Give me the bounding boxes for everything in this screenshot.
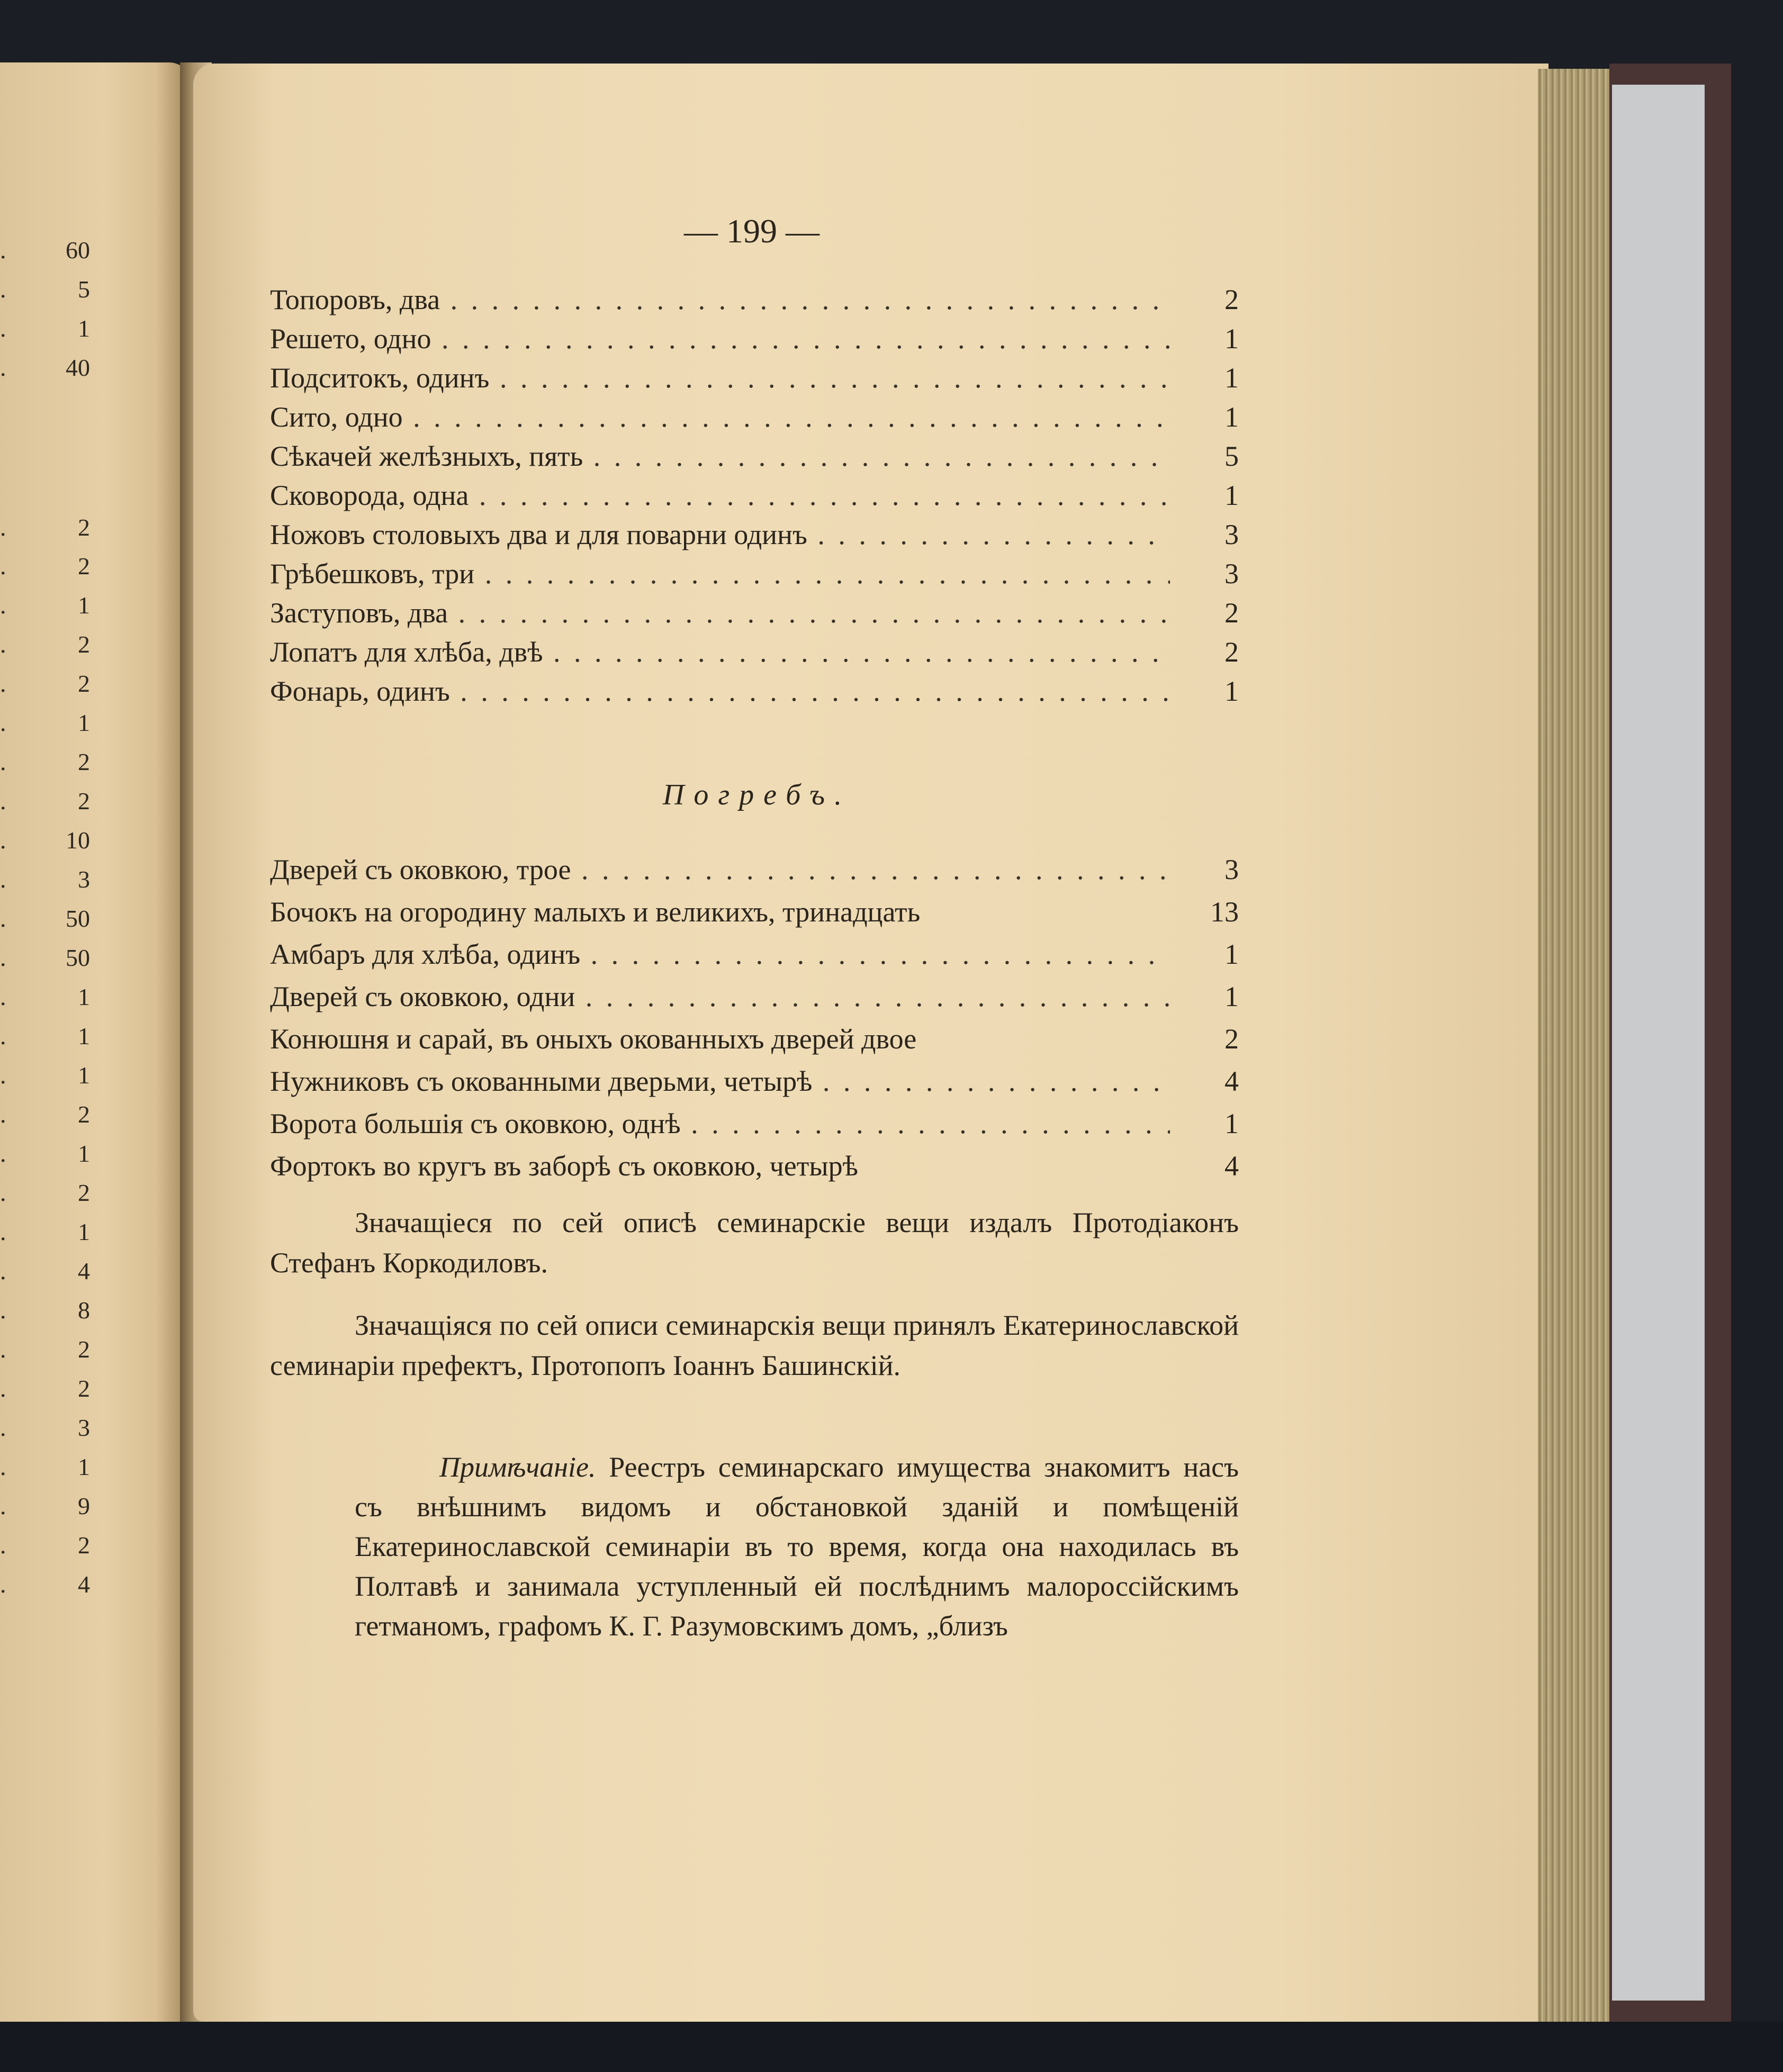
- inventory-item-quantity: 4: [1224, 1150, 1239, 1182]
- left-page-number: 4: [78, 1571, 90, 1598]
- inventory-row: [270, 518, 1239, 556]
- inventory-item-quantity: 3: [1224, 519, 1239, 550]
- inventory-item-label: Сито, одно . . .: [270, 401, 1170, 433]
- left-page-number: 2: [78, 788, 90, 815]
- inventory-item-label: Фонарь, одинъ . . .: [270, 675, 1170, 708]
- left-page-number: 5: [78, 276, 90, 303]
- inventory-item-label: Ворота большія съ оковкою, однѣ . . .: [270, 1107, 1170, 1140]
- left-page-leader-dot: .: [0, 1023, 6, 1049]
- left-page-number: 1: [78, 1218, 90, 1245]
- left-page-leader-dot: .: [0, 592, 6, 619]
- left-page-leader-dot: .: [0, 1453, 6, 1480]
- inventory-item-quantity: 3: [1224, 558, 1239, 590]
- note-label: Примѣчаніе.: [439, 1451, 596, 1483]
- left-page-number: 1: [78, 983, 90, 1010]
- left-page-leader-dot: .: [0, 1375, 6, 1402]
- inventory-item-quantity: 4: [1224, 1065, 1239, 1097]
- left-page-number: 1: [78, 1453, 90, 1480]
- inventory-item-quantity: 2: [1224, 1023, 1239, 1055]
- inventory-item-quantity: 13: [1210, 896, 1239, 928]
- left-page-number: 2: [78, 1532, 90, 1559]
- inventory-row: [270, 1107, 1239, 1145]
- inventory-row: [270, 596, 1239, 635]
- inventory-item-quantity: 1: [1224, 1108, 1239, 1139]
- paragraph-1: [270, 1202, 1239, 1283]
- left-page-leader-dot: .: [0, 670, 6, 697]
- inventory-row: [270, 938, 1239, 976]
- inventory-row: [270, 1065, 1239, 1103]
- left-page-leader-dot: .: [0, 944, 6, 971]
- inventory-row: [270, 1150, 1239, 1188]
- inventory-item-label: Дверей съ оковкою, одни . . .: [270, 980, 1170, 1013]
- left-page-leader-dot: .: [0, 631, 6, 658]
- inventory-item-label: Нужниковъ съ окованными дверьми, четырѣ . . .: [270, 1065, 1170, 1098]
- inventory-item-quantity: 1: [1224, 323, 1239, 355]
- inventory-item-quantity: 2: [1224, 636, 1239, 668]
- left-page-leader-dot: .: [0, 1532, 6, 1559]
- left-page-leader-dot: .: [0, 1257, 6, 1284]
- inventory-row: [270, 636, 1239, 674]
- inventory-item-quantity: 1: [1224, 479, 1239, 511]
- inventory-item-quantity: 1: [1224, 401, 1239, 433]
- inventory-row: [270, 557, 1239, 595]
- inventory-item-label: Амбаръ для хлѣба, одинъ . . .: [270, 938, 1170, 971]
- inventory-item-label: Бочокъ на огородину малыхъ и великихъ, тринадцать: [270, 896, 921, 928]
- left-page-number: 2: [78, 670, 90, 697]
- left-page-leader-dot: .: [0, 1492, 6, 1519]
- left-page-leader-dot: .: [0, 709, 6, 736]
- left-page-leader-dot: .: [0, 354, 6, 381]
- left-page-number: 10: [66, 827, 90, 854]
- left-page-number: 8: [78, 1297, 90, 1324]
- inventory-row: [270, 401, 1239, 439]
- left-page-number: 1: [78, 315, 90, 342]
- left-page-number: 3: [78, 1414, 90, 1441]
- inventory-item-label: Лопатъ для хлѣба, двѣ . . .: [270, 636, 1170, 668]
- inventory-row: [270, 322, 1239, 360]
- left-page-number: 1: [78, 709, 90, 736]
- inventory-item-label: Ножовъ столовыхъ два и для поварни одинъ . . .: [270, 518, 1170, 551]
- section-title: Погребъ.: [662, 779, 852, 811]
- inventory-row: [270, 853, 1239, 891]
- inventory-item-label: Решето, одно . . .: [270, 322, 1170, 355]
- left-page-leader-dot: .: [0, 1101, 6, 1128]
- left-page-leader-dot: .: [0, 1571, 6, 1598]
- inventory-item-quantity: 3: [1224, 854, 1239, 885]
- inventory-item-label: Топоровъ, два . . .: [270, 283, 1170, 316]
- inventory-item-label: Сковорода, одна . . .: [270, 479, 1170, 512]
- left-page-leader-dot: .: [0, 1062, 6, 1089]
- left-page-leader-dot: .: [0, 827, 6, 854]
- left-page-leader-dot: .: [0, 748, 6, 775]
- left-page-number: 2: [78, 1101, 90, 1128]
- left-page-number: 1: [78, 1140, 90, 1167]
- paragraph-1-text: Значащіеся по сей описѣ семинарскіе вещи издалъ Протодіаконъ Стефанъ Коркодиловъ.: [270, 1207, 1239, 1279]
- left-page-number: 2: [78, 553, 90, 580]
- left-page-number: 2: [78, 748, 90, 775]
- left-page-number: 60: [66, 237, 90, 264]
- left-page-number: 1: [78, 592, 90, 619]
- left-page-leader-dot: .: [0, 1414, 6, 1441]
- left-page-leader-dot: .: [0, 866, 6, 893]
- left-page-number: 2: [78, 631, 90, 658]
- left-page-number: 2: [78, 1375, 90, 1402]
- inventory-row: [270, 440, 1239, 478]
- bottom-shadow: [0, 2022, 1783, 2072]
- inventory-row: [270, 479, 1239, 517]
- inventory-row: [270, 283, 1239, 321]
- left-page-leader-dot: .: [0, 1218, 6, 1245]
- left-page-leader-dot: .: [0, 514, 6, 541]
- left-page: [0, 62, 191, 2023]
- left-page-leader-dot: .: [0, 1179, 6, 1206]
- inventory-item-quantity: 1: [1224, 675, 1239, 707]
- left-page-leader-dot: .: [0, 237, 6, 264]
- left-page-number: 40: [66, 354, 90, 381]
- inventory-item-label: Сѣкачей желѣзныхъ, пять . . .: [270, 440, 1170, 473]
- paragraph-2: [270, 1305, 1239, 1386]
- inventory-item-label: Фортокъ во кругъ въ заборѣ съ оковкою, четырѣ: [270, 1150, 858, 1182]
- inventory-item-label: Грѣбешковъ, три . . .: [270, 557, 1170, 590]
- inventory-row: [270, 675, 1239, 713]
- left-page-number: 2: [78, 1179, 90, 1206]
- left-page-leader-dot: .: [0, 276, 6, 303]
- inventory-item-quantity: 1: [1224, 981, 1239, 1012]
- left-page-number: 4: [78, 1257, 90, 1284]
- inventory-row: [270, 895, 1239, 934]
- paragraph-2-text: Значащіяся по сей описи семинарскія вещи принялъ Екатеринославской семинаріи префектъ, Протопопъ Іоаннъ Башинскій.: [270, 1309, 1239, 1381]
- note: [355, 1447, 1239, 1646]
- cover-endpaper: [1612, 85, 1705, 2001]
- left-page-number: 9: [78, 1492, 90, 1519]
- left-page-leader-dot: .: [0, 553, 6, 580]
- inventory-item-quantity: 1: [1224, 362, 1239, 394]
- left-page-number: 3: [78, 866, 90, 893]
- left-page-leader-dot: .: [0, 1297, 6, 1324]
- inventory-item-quantity: 2: [1224, 284, 1239, 315]
- inventory-item-label: Заступовъ, два . . .: [270, 596, 1170, 629]
- inventory-item-quantity: 2: [1224, 597, 1239, 629]
- note-text: Реестръ семинарскаго имущества знакомитъ насъ съ внѣшнимъ видомъ и обстановкой зданій и помѣщеній Екатеринославской семинаріи въ то время, когда она находилась въ Полтавѣ и занимала уступленный ей послѣднимъ малороссійскимъ гетманомъ, графомъ К. Г. Разумовскимъ домъ, „близъ: [355, 1451, 1239, 1642]
- inventory-row: [270, 1023, 1239, 1061]
- inventory-item-label: Дверей съ оковкою, трое . . .: [270, 853, 1170, 886]
- left-page-number: 2: [78, 1336, 90, 1363]
- left-page-leader-dot: .: [0, 1140, 6, 1167]
- left-page-number: 2: [78, 514, 90, 541]
- page-number: — 199 —: [684, 212, 820, 250]
- left-page-number: 50: [66, 905, 90, 932]
- left-page-leader-dot: .: [0, 905, 6, 932]
- inventory-row: [270, 361, 1239, 400]
- left-page-leader-dot: .: [0, 1336, 6, 1363]
- left-page-leader-dot: .: [0, 788, 6, 815]
- inventory-row: [270, 980, 1239, 1018]
- left-page-leader-dot: .: [0, 315, 6, 342]
- inventory-item-quantity: 1: [1224, 938, 1239, 970]
- left-page-number: 50: [66, 944, 90, 971]
- page-edges: [1538, 69, 1612, 2022]
- left-page-number: 1: [78, 1023, 90, 1049]
- inventory-item-label: Конюшня и сарай, въ оныхъ окованныхъ дверей двое: [270, 1023, 917, 1055]
- left-page-leader-dot: .: [0, 983, 6, 1010]
- inventory-item-quantity: 5: [1224, 440, 1239, 472]
- inventory-item-label: Подситокъ, одинъ . . .: [270, 361, 1170, 394]
- left-page-number: 1: [78, 1062, 90, 1089]
